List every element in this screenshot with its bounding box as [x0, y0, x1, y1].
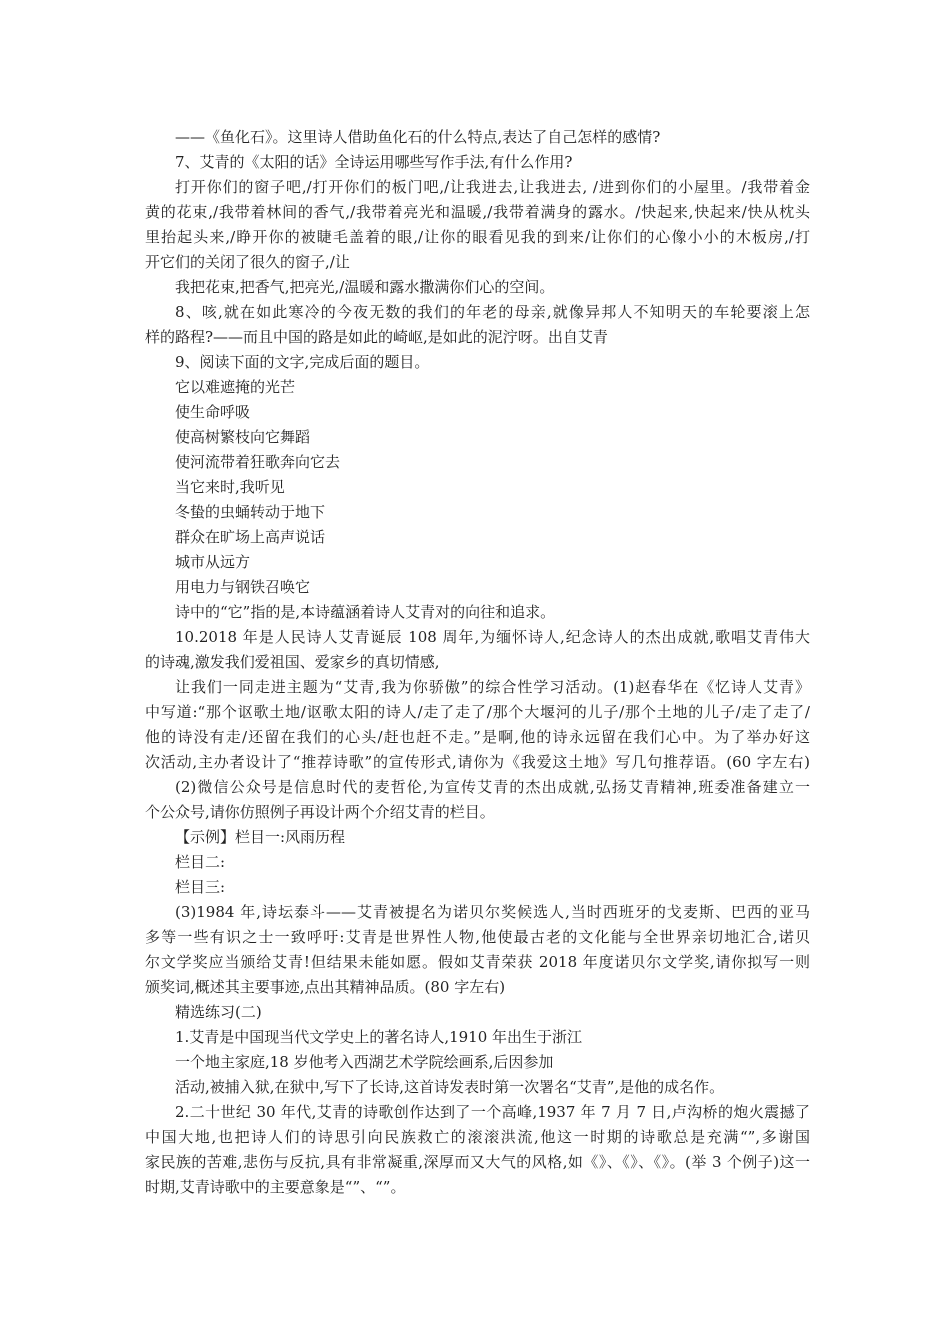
question-9: 9、阅读下面的文字,完成后面的题目。 [175, 353, 430, 371]
text-line: 个公众号,请你仿照例子再设计两个介绍艾青的栏目。 [145, 803, 495, 821]
text-line: 打开你们的窗子吧,/打开你们的板门吧,/让我进去,让我进去, /进到你们的小屋里。/我带着金 [175, 178, 810, 196]
text-line: 里抬起头来,/睁开你的被睫毛盖着的眼,/让你的眼看见我的到来/让你们的心像小小的木板房,/打 [145, 228, 810, 246]
text-line: 他的诗没有走/还留在我们的心头/赶也赶不走。”是啊,他的诗永远留在我们心中。为了举办好这 [145, 728, 810, 746]
text-line: 次活动,主办者设计了“推荐诗歌”的宣传形式,请你为《我爱这土地》写几句推荐语。(60 字左右) [145, 753, 810, 771]
text-line: 中写道:“那个讴歌土地/讴歌太阳的诗人/走了走了/那个大堰河的儿子/那个土地的儿子/走了走了/ [145, 703, 810, 721]
poem-line: 群众在旷场上高声说话 [175, 528, 326, 546]
question-10: 10.2018 年是人民诗人艾青诞辰 108 周年,为缅怀诗人,纪念诗人的杰出成就,歌唱艾青伟大 [175, 628, 810, 646]
text-line: 开它们的关闭了很久的窗子,/让 [145, 253, 350, 271]
text-line: 颁奖词,概述其主要事迹,点出其精神品质。(80 字左右) [145, 978, 506, 996]
poem-line: 使高树繁枝向它舞蹈 [175, 428, 311, 446]
text-line: 的诗魂,激发我们爱祖国、爱家乡的真切情感, [145, 653, 440, 671]
text-line: 诗中的“它”指的是,本诗蕴涵着诗人艾青对的向往和追求。 [175, 603, 556, 621]
poem-line: 冬蛰的虫蛹转动于地下 [175, 503, 326, 521]
poem-line: 城市从远方 [175, 553, 251, 571]
text-line: (2)微信公众号是信息时代的麦哲伦,为宣传艾青的杰出成就,弘扬艾青精神,班委准备建立一 [175, 778, 810, 796]
exercise-1: 1.艾青是中国现当代文学史上的著名诗人,1910 年出生于浙江 [175, 1028, 583, 1046]
poem-line: 它以难遮掩的光芒 [175, 378, 296, 396]
text-line: (3)1984 年,诗坛泰斗——艾青被提名为诺贝尔奖候选人,当时西班牙的戈麦斯、巴西的亚马 [175, 903, 810, 921]
section-heading: 精选练习(二) [175, 1003, 262, 1021]
poem-line: 使河流带着狂歌奔向它去 [175, 453, 341, 471]
poem-line: 使生命呼吸 [175, 403, 251, 421]
question-8: 8、咳,就在如此寒冷的今夜无数的我们的年老的母亲,就像异邦人不知明天的车轮要滚上怎 [175, 303, 810, 321]
column-three: 栏目三: [175, 878, 226, 896]
column-two: 栏目二: [175, 853, 226, 871]
text-line: 家民族的苦难,悲伤与反抗,具有非常凝重,深厚而又大气的风格,如《》、《》、《》。(举 3 个例子)这一 [145, 1153, 810, 1171]
text-line: 一个地主家庭,18 岁他考入西湖艺术学院绘画系,后因参加 [175, 1053, 554, 1071]
text-line: 中国大地,也把诗人们的诗思引向民族救亡的滚滚洪流,他这一时期的诗歌总是充满“”,多谢国 [145, 1128, 810, 1146]
text-line: 活动,被捕入狱,在狱中,写下了长诗,这首诗发表时第一次署名“艾青”,是他的成名作。 [175, 1078, 725, 1096]
text-line: 多等一些有识之士一致呼吁:艾青是世界性人物,他使最古老的文化能与全世界亲切地汇合,诺贝 [145, 928, 810, 946]
text-line: 样的路程?——而且中国的路是如此的崎岖,是如此的泥泞呀。出自艾青 [145, 328, 608, 346]
question-7: 7、艾青的《太阳的话》全诗运用哪些写作手法,有什么作用? [175, 153, 573, 171]
example-column: 【示例】栏目一:风雨历程 [175, 828, 346, 846]
text-line: 我把花束,把香气,把亮光,/温暖和露水撒满你们心的空间。 [175, 278, 555, 296]
text-line: ——《鱼化石》。这里诗人借助鱼化石的什么特点,表达了自己怎样的感情? [175, 128, 661, 146]
poem-line: 用电力与钢铁召唤它 [175, 578, 311, 596]
text-line: 黄的花束,/我带着林间的香气,/我带着亮光和温暖,/我带着满身的露水。/快起来,快起来/快从枕头 [145, 203, 810, 221]
exercise-2: 2.二十世纪 30 年代,艾青的诗歌创作达到了一个高峰,1937 年 7 月 7 日,卢沟桥的炮火震撼了 [175, 1103, 810, 1121]
text-line: 让我们一同走进主题为“艾青,我为你骄傲”的综合性学习活动。(1)赵春华在《忆诗人艾青》 [175, 678, 810, 696]
poem-line: 当它来时,我听见 [175, 478, 285, 496]
text-line: 时期,艾青诗歌中的主要意象是“”、“”。 [145, 1178, 406, 1196]
text-line: 尔文学奖应当颁给艾青!但结果未能如愿。假如艾青荣获 2018 年度诺贝尔文学奖,请你拟写一则 [145, 953, 810, 971]
